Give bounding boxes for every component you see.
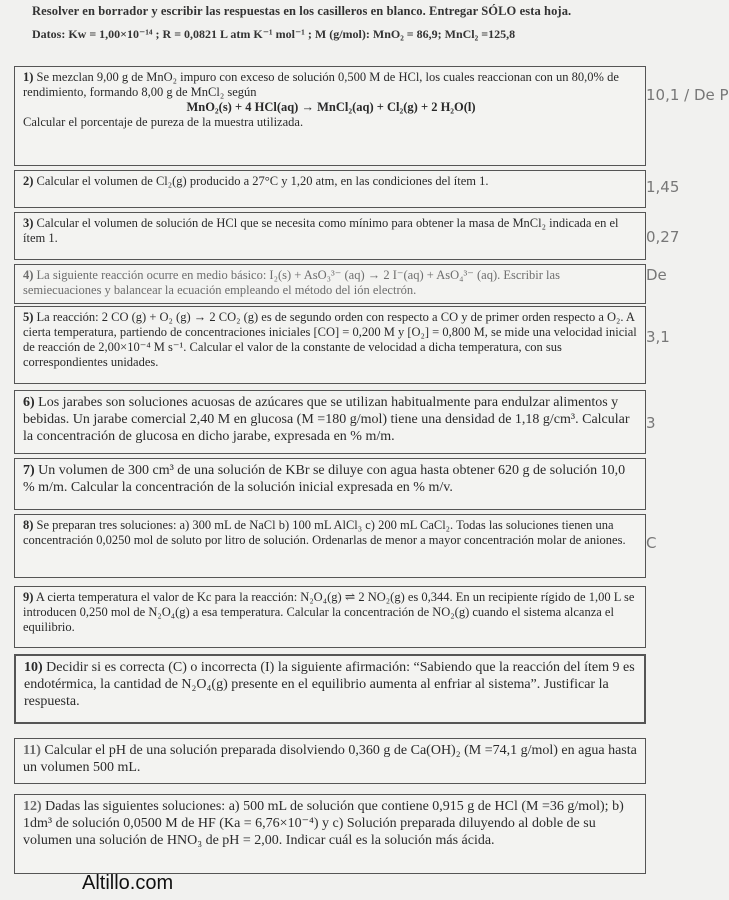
question-number: 8) xyxy=(23,518,34,532)
question-text: A cierta temperatura el valor de Kc para la reacción: N₂O₄(g) ⇌ 2 NO₂(g) es 0,344. En un recipiente rígido de 1,00 L se introducen 0,250 mol de N₂O₄(g) a esa temperatura. Calcular la concentración de NO₂(g) cuando el sistema alcanza el equilibrio. xyxy=(23,590,635,634)
question-text: Un volumen de 300 cm³ de una solución de KBr se diluye con agua hasta obtener 620 g de solución 10,0 % m/m. Calcular la concentración de la solución inicial expresada en % m/v. xyxy=(23,463,626,495)
answer-margin-8: C xyxy=(646,534,657,552)
question-text: Calcular el pH de una solución preparada disolviendo 0,360 g de Ca(OH)₂ (M =74,1 g/mol) en agua hasta un volumen 500 mL. xyxy=(23,743,637,775)
question-11 xyxy=(14,738,646,784)
question-7 xyxy=(14,458,646,510)
answer-margin-6: 3 xyxy=(646,414,656,432)
chemical-equation: MnO₂(s) + 4 HCl(aq) → MnCl₂(aq) + Cl₂(g) + 2 H₂O(l) xyxy=(186,100,476,114)
question-text: La reacción: 2 CO (g) + O₂ (g) → 2 CO₂ (g) es de segundo orden con respecto a CO y de primer orden respecto a O₂. A cierta temperatura, partiendo de concentraciones iniciales [CO] = 0,200 M y [O₂] = 0,800 M, se mide una velocidad inicial de reacción de 2,00×10⁻⁴ M s⁻¹. Calcular el valor de la constante de velocidad a dicha temperatura, con sus correspondientes unidades. xyxy=(23,310,637,369)
question-text: Dadas las siguientes soluciones: a) 500 mL de solución que contiene 0,915 g de HCl (M =36 g/mol); b) 1dm³ de solución 0,0500 M de HF (Ka = 6,76×10⁻⁴) y c) Solución preparada diluyendo al doble de su volumen una solución de HNO₃ de pH = 2,00. Indicar cuál es la solución más ácida. xyxy=(23,799,624,848)
question-number: 9) xyxy=(23,590,34,604)
question-number: 4) xyxy=(23,268,34,282)
answer-margin-3: 0,27 xyxy=(646,228,680,246)
question-number: 1) xyxy=(23,70,34,84)
question-number: 12) xyxy=(23,799,42,814)
question-text: Se preparan tres soluciones: a) 300 mL de NaCl b) 100 mL AlCl₃ c) 200 mL CaCl₂. Todas las soluciones tienen una concentración 0,0250 mol de soluto por litro de solución. Ordenarlas de menor a mayor concentración molar de aniones. xyxy=(23,518,626,547)
question-text-2: Calcular el porcentaje de pureza de la muestra utilizada. xyxy=(23,115,304,129)
question-5 xyxy=(14,306,646,384)
question-3 xyxy=(14,212,646,260)
question-4 xyxy=(14,264,646,304)
question-text: Se mezclan 9,00 g de MnO₂ impuro con exceso de solución 0,500 M de HCl, los cuales reaccionan con un 80,0% de rendimiento, formando 8,00 g de MnCl₂ según xyxy=(23,70,619,99)
question-12 xyxy=(14,794,646,874)
question-9 xyxy=(14,586,646,648)
answer-margin-4: De xyxy=(646,266,667,284)
question-text: Decidir si es correcta (C) o incorrecta (I) la siguiente afirmación: “Sabiendo que la reacción del ítem 9 es endotérmica, la cantidad de N₂O₄(g) presente en el equilibrio aumenta al enfriar al sistema”. Justificar la respuesta. xyxy=(24,660,635,709)
question-number: 11) xyxy=(23,743,41,758)
question-6 xyxy=(14,390,646,454)
question-text: La siguiente reacción ocurre en medio básico: I₂(s) + AsO₃³⁻ (aq) → 2 I⁻(aq) + AsO₄³⁻ (aq). Escribir las semiecuaciones y balancear la ecuación empleando el método del ión electrón. xyxy=(23,268,560,297)
question-number: 7) xyxy=(23,463,35,478)
question-8 xyxy=(14,514,646,578)
exam-header xyxy=(32,4,692,42)
question-number: 10) xyxy=(24,660,43,675)
question-2 xyxy=(14,170,646,208)
question-1 xyxy=(14,66,646,166)
data-constants: Datos: Kw = 1,00×10⁻¹⁴ ; R = 0,0821 L atm K⁻¹ mol⁻¹ ; M (g/mol): MnO₂ = 86,9; MnCl₂ =125,8 xyxy=(32,27,516,41)
question-number: 6) xyxy=(23,395,35,410)
question-number: 5) xyxy=(23,310,34,324)
answer-margin-5: 3,1 xyxy=(646,328,670,346)
footer-watermark: Altillo.com xyxy=(82,872,174,894)
question-number: 2) xyxy=(23,174,34,188)
question-text: Calcular el volumen de Cl₂(g) producido a 27°C y 1,20 atm, en las condiciones del ítem 1. xyxy=(36,174,489,188)
question-text: Calcular el volumen de solución de HCl que se necesita como mínimo para obtener la masa de MnCl₂ indicada en el ítem 1. xyxy=(23,216,619,245)
answer-margin-2: 1,45 xyxy=(646,178,680,196)
answer-margin-1: 10,1 / De P xyxy=(646,86,729,104)
question-text: Los jarabes son soluciones acuosas de azúcares que se utilizan habitualmente para endulzar alimentos y bebidas. Un jarabe comercial 2,40 M en glucosa (M =180 g/mol) tiene una densidad de 1,18 g/cm³. Calcular la concentración de glucosa en dicho jarabe, expresada en % m/m. xyxy=(23,395,630,444)
question-number: 3) xyxy=(23,216,34,230)
instructions: Resolver en borrador y escribir las respuestas en los casilleros en blanco. Entregar SÓLO esta hoja. xyxy=(32,4,572,18)
question-sheet xyxy=(14,66,729,886)
question-10 xyxy=(14,654,646,724)
